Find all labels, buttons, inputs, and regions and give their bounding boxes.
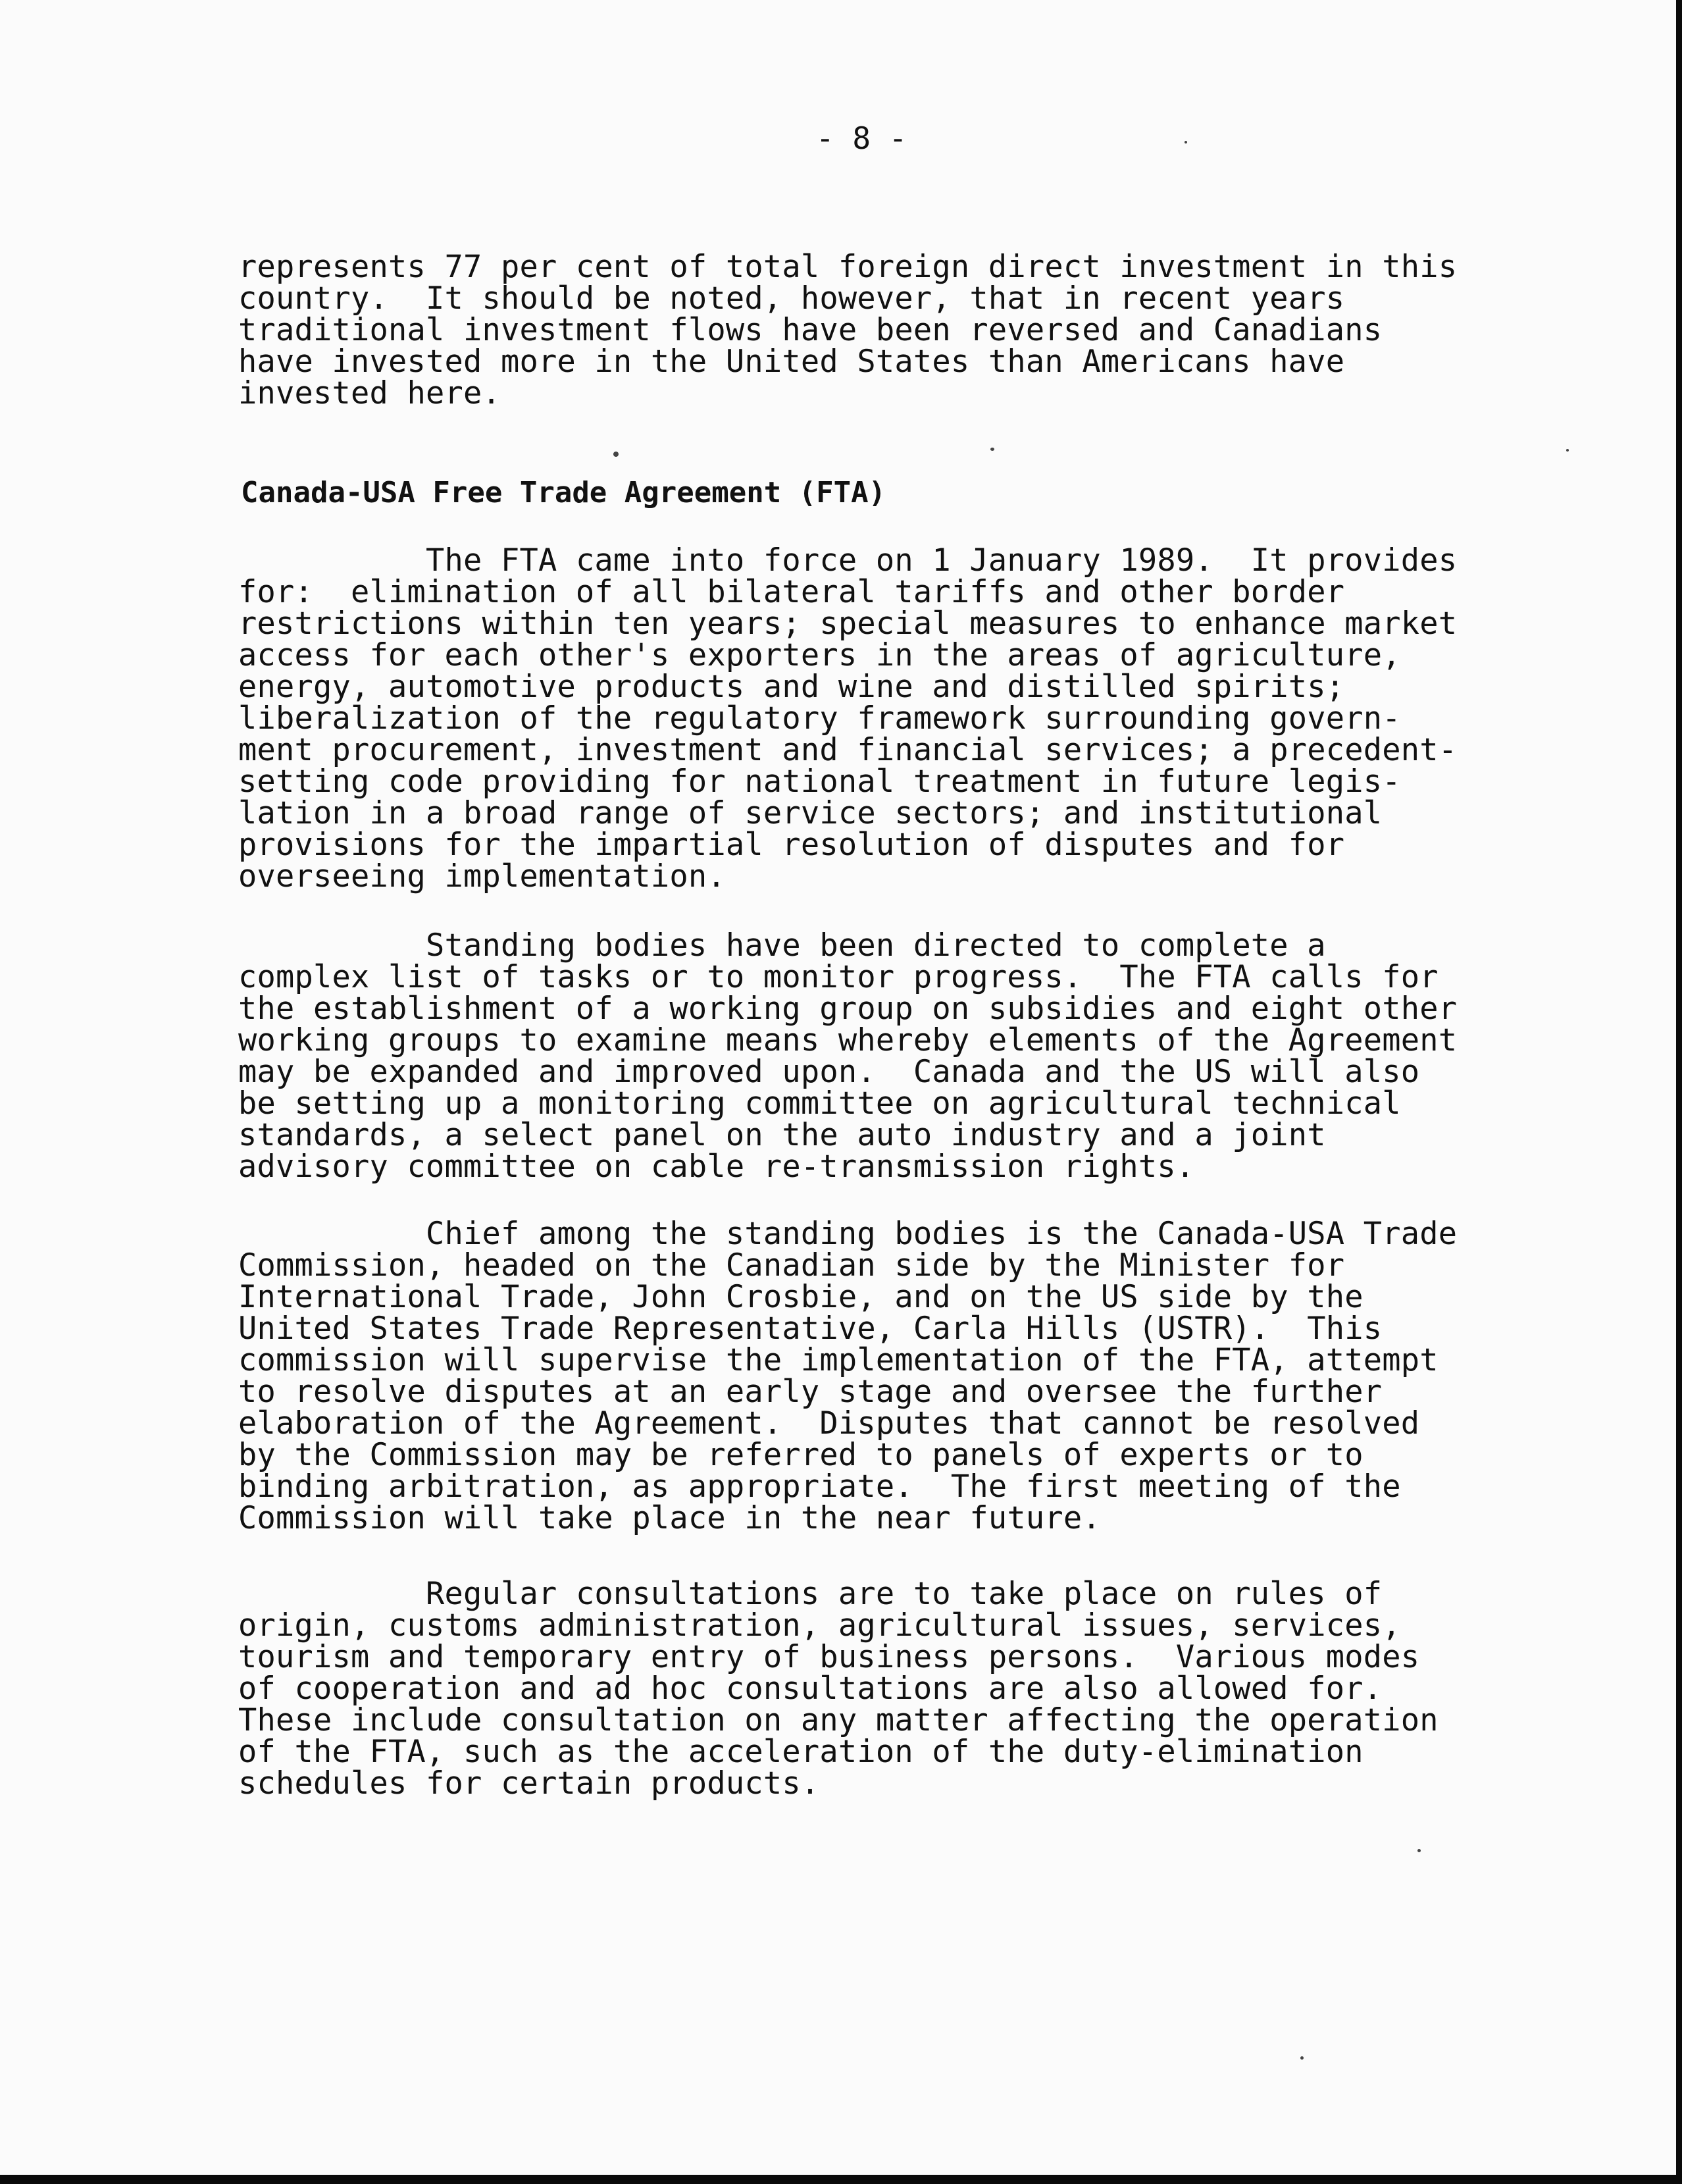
paragraph-fta-provisions: The FTA came into force on 1 January 1989. It provides for: elimination of all bilateral tariffs and other border restrictions within ten years; special measures to enhance market access for each other's exporters in the areas of agriculture, energy, automotive products and wine and distilled spirits; liberalization of the regulatory framework surrounding govern- ment procurement, investment and financial services; a precedent- setting code providing for national treatment in future legis- lation in a broad range of service sectors; and institutional provisions for the impartial resolution of disputes and for overseeing implementation.: [238, 542, 1458, 895]
paragraph-regular-consultations: Regular consultations are to take place on rules of origin, customs administration, agricultural issues, services, tourism and temporary entry of business persons. Various modes of cooperation and ad hoc consultations are also allowed for. These include consultation on any matter affecting the operation of the FTA, such as the acceleration of the duty-elimination schedules for certain products.: [238, 1576, 1439, 1802]
scan-speck: [1300, 2056, 1304, 2060]
scan-speck: [1185, 141, 1187, 143]
scan-speck: [613, 452, 619, 457]
scan-speck: [1417, 1849, 1421, 1852]
page-number: - 8 -: [816, 120, 907, 156]
paragraph-trade-commission: Chief among the standing bodies is the Canada-USA Trade Commission, headed on the Canadian side by the Minister for International Trade, John Crosbie, and on the US side by the United States Trade Representative, Carla Hills (USTR). This commission will supervise the implementation of the FTA, attempt to resolve disputes at an early stage and oversee the further elaboration of the Agreement. Disputes that cannot be resolved by the Commission may be referred to panels of experts or to binding arbitration, as appropriate. The first meeting of the Commission will take place in the near future.: [238, 1216, 1458, 1536]
scan-speck: [1566, 449, 1569, 452]
paragraph-standing-bodies: Standing bodies have been directed to complete a complex list of tasks or to monitor progress. The FTA calls for the establishment of a working group on subsidies and eight other working groups to examine means whereby elements of the Agreement may be expanded and improved upon. Canada and the US will also be setting up a monitoring committee on agricultural technical standards, a select panel on the auto industry and a joint advisory committee on cable re-transmission rights.: [238, 927, 1458, 1185]
scan-edge-bottom: [0, 2175, 1682, 2184]
scan-speck: [990, 448, 994, 451]
scan-edge-right: [1676, 0, 1682, 2184]
intro-paragraph: represents 77 per cent of total foreign direct investment in this country. It should be noted, however, that in recent years traditional investment flows have been reversed and Canadians have invested more in the United States than Americans have invested here.: [238, 249, 1458, 411]
section-heading: Canada-USA Free Trade Agreement (FTA): [241, 476, 886, 509]
